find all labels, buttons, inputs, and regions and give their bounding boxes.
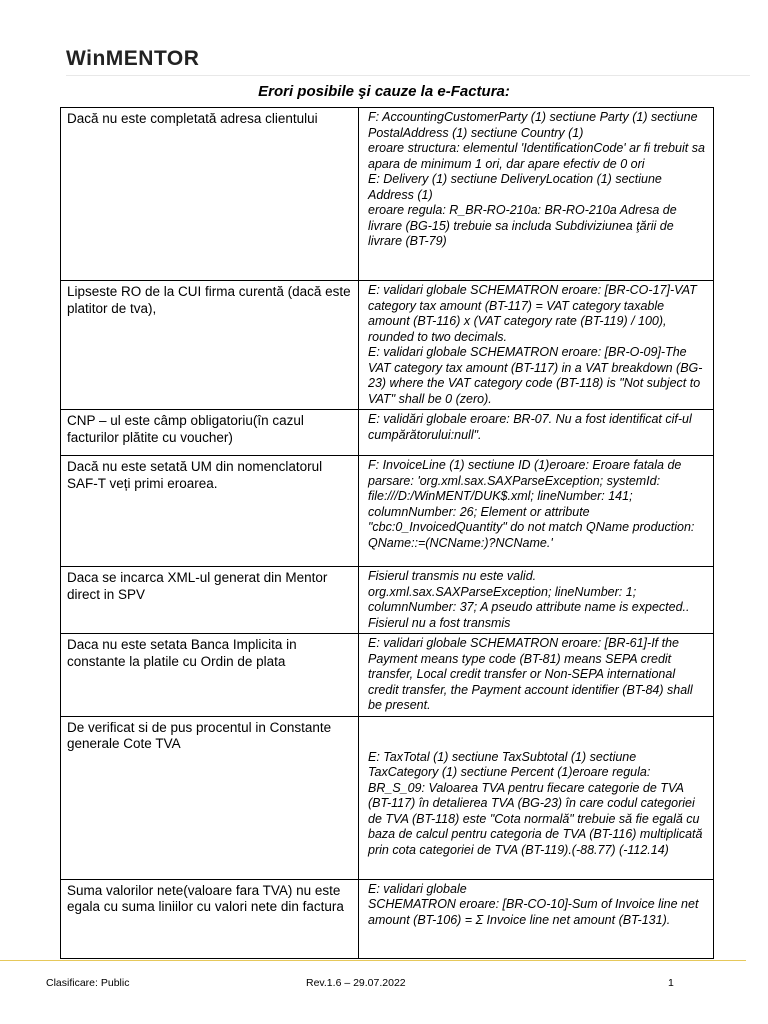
cause-cell: Daca nu este setata Banca Implicita in constante la platile cu Ordin de plata — [61, 634, 359, 717]
error-cell: F: InvoiceLine (1) sectiune ID (1)eroare: Eroare fatala de parsare: 'org.xml.sax.SAXParseException; systemId: file:///D:/WinMENT/DUK$.xml; lineNumber: 141; columnNumber: 26; Element or attribute "cbc:0_InvoicedQuantity" do not match QName production: QName::=(NCName:)?NCName.' — [359, 456, 714, 567]
cause-cell: De verificat si de pus procentul in Constante generale Cote TVA — [61, 716, 359, 879]
error-cell: E: validari globale SCHEMATRON eroare: [BR-CO-10]-Sum of Invoice line net amount (BT-106) = Σ Invoice line net amount (BT-131). — [359, 879, 714, 958]
table-row — [61, 281, 714, 410]
cause-cell: Daca se incarca XML-ul generat din Mentor direct in SPV — [61, 567, 359, 634]
cause-cell: Suma valorilor nete(valoare fara TVA) nu este egala cu suma liniilor cu valori nete din factura — [61, 879, 359, 958]
error-cell: E: validări globale eroare: BR-07. Nu a fost identificat cif-ul cumpărătorului:null". — [359, 410, 714, 456]
footer-classification: Clasificare: Public — [46, 977, 130, 989]
table-row — [61, 108, 714, 281]
cause-cell: CNP – ul este câmp obligatoriu(în cazul facturilor plătite cu voucher) — [61, 410, 359, 456]
header-divider — [66, 75, 750, 76]
table-row — [61, 567, 714, 634]
table-row — [61, 634, 714, 717]
cause-cell: Dacă nu este completată adresa clientului — [61, 108, 359, 281]
cause-cell: Dacă nu este setată UM din nomenclatorul SAF-T veți primi eroarea. — [61, 456, 359, 567]
errors-table — [60, 107, 714, 959]
page-title: Erori posibile şi cauze la e-Factura: — [258, 83, 510, 100]
table-row — [61, 410, 714, 456]
footer-revision: Rev.1.6 – 29.07.2022 — [306, 977, 406, 989]
table-row — [61, 456, 714, 567]
error-cell: E: validari globale SCHEMATRON eroare: [BR-CO-17]-VAT category tax amount (BT-117) = VAT category taxable amount (BT-116) x (VAT category rate (BT-119) / 100), rounded to two decimals. E: validari globale SCHEMATRON eroare: [BR-O-09]-The VAT category tax amount (BT-117) in a VAT breakdown (BG-23) where the VAT category code (BT-118) is "Not subject to VAT" shall be 0 (zero). — [359, 281, 714, 410]
error-cell: E: TaxTotal (1) sectiune TaxSubtotal (1) sectiune TaxCategory (1) sectiune Percent (1)eroare regula: BR_S_09: Valoarea TVA pentru fiecare categorie de TVA (BT-117) în detalierea TVA (BG-23) în care codul categoriei de TVA (BT-118) este "Cota normală" trebuie să fie egală cu baza de calcul pentru categoria de TVA (BT-116) multiplicată prin cota categoriei de TVA (BT-119).(-88.77) (-112.14) — [359, 716, 714, 879]
error-cell: E: validari globale SCHEMATRON eroare: [BR-61]-If the Payment means type code (BT-81) means SEPA credit transfer, Local credit transfer or Non-SEPA international credit transfer, the Payment account identifier (BT-84) shall be present. — [359, 634, 714, 717]
cause-cell: Lipseste RO de la CUI firma curentă (dacă este platitor de tva), — [61, 281, 359, 410]
footer-divider — [0, 960, 746, 961]
error-cell: F: AccountingCustomerParty (1) sectiune Party (1) sectiune PostalAddress (1) sectiune Country (1) eroare structura: elementul 'IdentificationCode' ar fi trebuit sa apara de minimum 1 ori, dar apare efectiv de 0 ori E: Delivery (1) sectiune DeliveryLocation (1) sectiune Address (1) eroare regula: R_BR-RO-210a: BR-RO-210a Adresa de livrare (BG-15) trebuie sa includa Subdiviziunea ţării de livrare (BT-79) — [359, 108, 714, 281]
page-number: 1 — [668, 977, 674, 989]
table-row — [61, 716, 714, 879]
error-cell: Fisierul transmis nu este valid. org.xml.sax.SAXParseException; lineNumber: 1; columnNumber: 37; A pseudo attribute name is expected.. Fisierul nu a fost transmis — [359, 567, 714, 634]
table-row — [61, 879, 714, 958]
winmentor-logo — [66, 48, 199, 69]
logo-text: WinMENTOR — [66, 47, 200, 70]
